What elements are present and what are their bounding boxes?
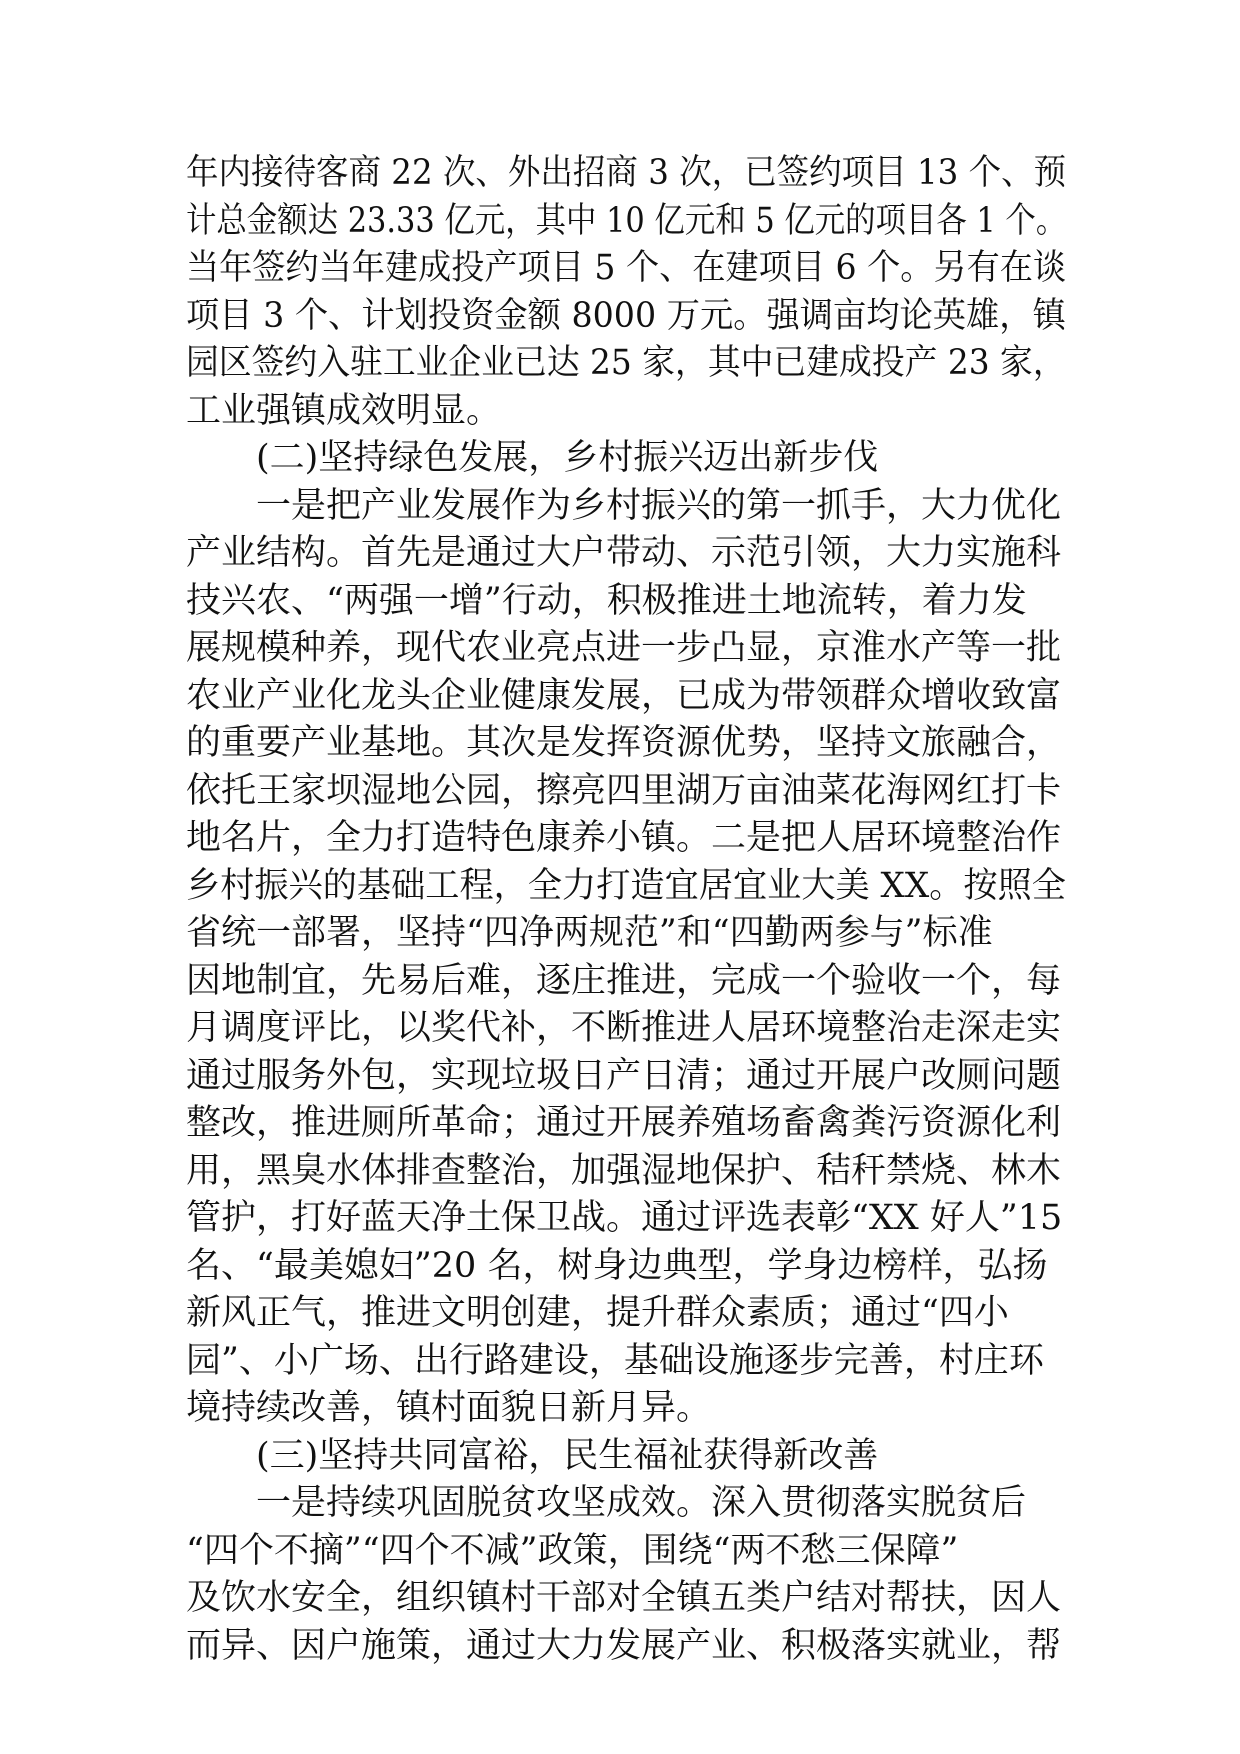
text-line: 通过服务外包，实现垃圾日产日清；通过开展户改厕问题 — [186, 1055, 1062, 1096]
text-line: 因地制宜，先易后难，逐庄推进，完成一个验收一个，每 — [186, 960, 1062, 1001]
text-line: 农业产业化龙头企业健康发展，已成为带领群众增收致富 — [186, 675, 1062, 716]
text-line: 管护，打好蓝天净土保卫战。通过评选表彰“XX 好人”15 — [186, 1198, 1063, 1238]
body-paragraph — [186, 1480, 1066, 1670]
text-line: 名、“最美媳妇”20 名，树身边典型，学身边榜样，弘扬 — [186, 1245, 1048, 1286]
text-line: 地名片，全力打造特色康养小镇。二是把人居环境整治作 — [186, 818, 1062, 858]
text-line: 依托王家坝湿地公园，擦亮四里湖万亩油菜花海网红打卡 — [186, 770, 1062, 811]
document-body — [186, 150, 1066, 1670]
text-line: 技兴农、“两强一增”行动，积极推进土地流转，着力发 — [186, 580, 1027, 621]
text-line: 一是持续巩固脱贫攻坚成效。深入贯彻落实脱贫后 — [186, 1483, 1027, 1523]
text-line: 月调度评比，以奖代补，不断推进人居环境整治走深走实 — [186, 1008, 1062, 1048]
text-line: 当年签约当年建成投产项目 5 个、在建项目 6 个。另有在谈 — [186, 248, 1067, 288]
text-line: “四个不摘”“四个不减”政策，围绕“两不愁三保障” — [186, 1530, 959, 1571]
text-line: 及饮水安全，组织镇村干部对全镇五类户结对帮扶，因人 — [186, 1578, 1062, 1618]
heading-line: (三)坚持共同富裕，民生福祉获得新改善 — [186, 1435, 879, 1476]
text-line: 展规模种养，现代农业亮点进一步凸显，京淮水产等一批 — [186, 628, 1062, 668]
text-line: 而异、因户施策，通过大力发展产业、积极落实就业，帮 — [186, 1625, 1062, 1666]
text-line: 产业结构。首先是通过大户带动、示范引领，大力实施科 — [186, 533, 1062, 573]
heading-line: (二)坚持绿色发展，乡村振兴迈出新步伐 — [186, 438, 879, 478]
text-line: 园”、小广场、出行路建设，基础设施逐步完善，村庄环 — [186, 1340, 1044, 1381]
section-heading — [186, 1433, 1066, 1481]
text-line: 计总金额达 23.33 亿元，其中 10 亿元和 5 亿元的项目各 1 个。 — [186, 200, 1067, 241]
text-line: 年内接待客商 22 次、外出招商 3 次，已签约项目 13 个、预 — [186, 153, 1067, 193]
section-heading — [186, 435, 1066, 483]
text-line: 园区签约入驻工业企业已达 25 家，其中已建成投产 23 家， — [186, 343, 1066, 383]
text-line: 整改，推进厕所革命；通过开展养殖场畜禽粪污资源化利 — [186, 1103, 1062, 1143]
text-line: 省统一部署，坚持“四净两规范”和“四勤两参与”标准 — [186, 913, 993, 953]
body-paragraph — [186, 150, 1066, 435]
text-line: 乡村振兴的基础工程，全力打造宜居宜业大美 XX。按照全 — [186, 865, 1066, 906]
text-line: 项目 3 个、计划投资金额 8000 万元。强调亩均论英雄，镇 — [186, 295, 1066, 336]
body-paragraph — [186, 483, 1066, 1433]
text-line: 用，黑臭水体排查整治，加强湿地保护、秸秆禁烧、林木 — [186, 1150, 1062, 1191]
text-line: 的重要产业基地。其次是发挥资源优势，坚持文旅融合， — [186, 723, 1062, 763]
text-line: 一是把产业发展作为乡村振兴的第一抓手，大力优化 — [186, 485, 1062, 526]
text-line: 境持续改善，镇村面貌日新月异。 — [186, 1388, 712, 1428]
text-line: 工业强镇成效明显。 — [186, 390, 502, 431]
text-line: 新风正气，推进文明创建，提升群众素质；通过“四小 — [186, 1293, 1009, 1333]
